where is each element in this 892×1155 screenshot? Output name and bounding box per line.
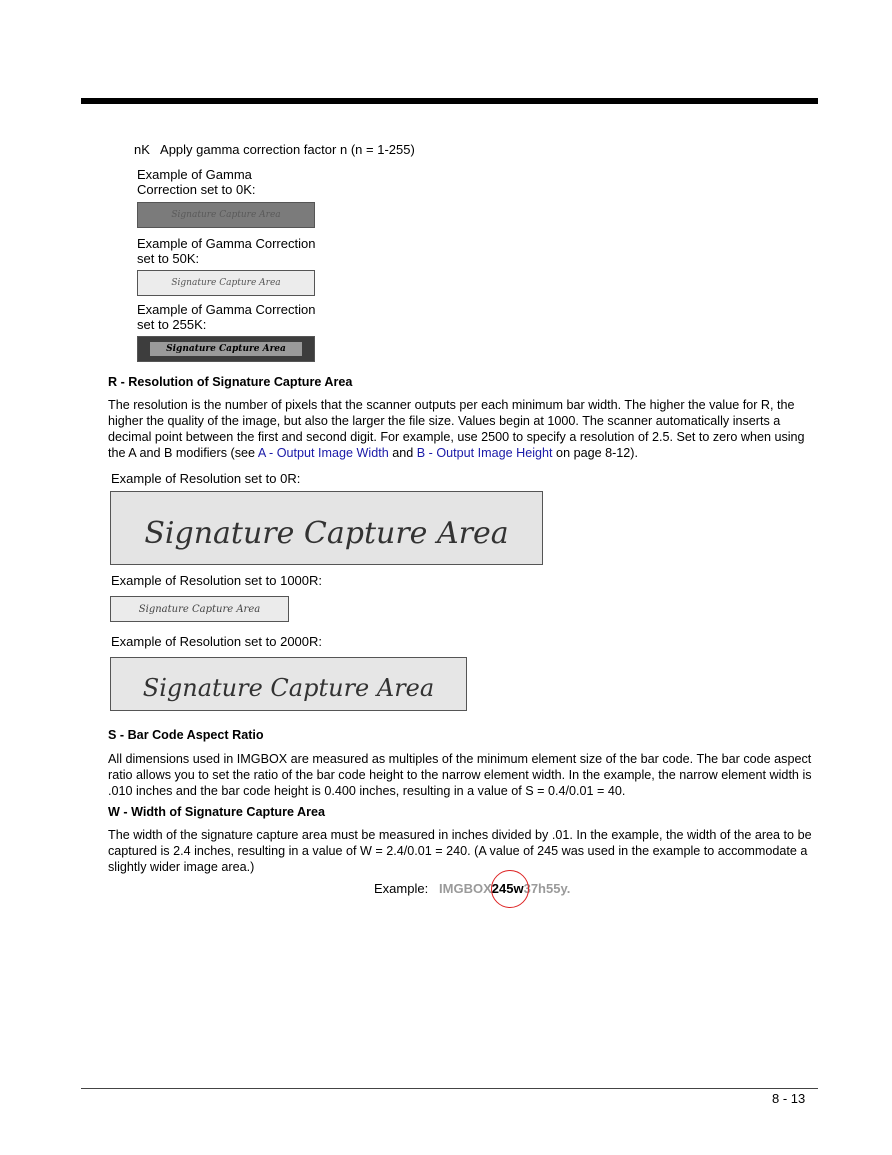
- gamma-50k-image: [137, 270, 315, 296]
- resolution-and-text: and: [388, 446, 417, 460]
- gamma-description: Apply gamma correction factor: [160, 142, 337, 157]
- gamma-range-n: n: [355, 142, 363, 157]
- gamma-50k-image-text: Signature Capture Area: [171, 278, 281, 288]
- gamma-255k-image: [137, 336, 315, 362]
- link-output-image-width[interactable]: A - Output Image Width: [257, 446, 389, 460]
- resolution-2000r-image-text: Signature Capture Area: [142, 674, 435, 702]
- aspect-heading: S - Bar Code Aspect Ratio: [108, 728, 264, 742]
- resolution-2000r-image: [110, 657, 467, 711]
- gamma-0k-caption-line1: Example of Gamma: [137, 167, 252, 182]
- width-heading: W - Width of Signature Capture Area: [108, 805, 326, 819]
- gamma-code: nK: [134, 142, 150, 157]
- gamma-50k-caption: [137, 236, 315, 266]
- resolution-text-part2: on page 8-12).: [552, 446, 638, 460]
- resolution-paragraph: [108, 397, 820, 461]
- resolution-0r-image: [110, 491, 543, 565]
- gamma-255k-caption-line2: set to 255K:: [137, 317, 207, 332]
- gamma-255k-caption-line1: Example of Gamma Correction: [137, 302, 316, 317]
- gamma-0k-caption-line2: Correction set to 0K:: [137, 182, 256, 197]
- resolution-1000r-image-text: Signature Capture Area: [138, 604, 261, 615]
- footer-rule: [81, 1088, 818, 1089]
- width-paragraph: The width of the signature capture area must be measured in inches divided by .01. In the example, the width of the area to be captured is 2.4 inches, resulting in a value of W = 2.4/0.01 = 240. (A value of 245 was used in the example to accommodate a slightly wider image area.): [108, 828, 812, 874]
- example-highlight: 245w: [491, 881, 524, 896]
- link-output-image-height[interactable]: B - Output Image Height: [416, 446, 553, 460]
- resolution-2000r-caption: Example of Resolution set to 2000R:: [111, 634, 323, 649]
- highlight-circle: [491, 870, 529, 908]
- gamma-command-line: [134, 142, 415, 157]
- gamma-0k-image: [137, 202, 315, 228]
- resolution-1000r-caption: Example of Resolution set to 1000R:: [111, 573, 323, 588]
- example-prefix: IMGBOX: [439, 881, 492, 896]
- gamma-50k-caption-line2: set to 50K:: [137, 251, 200, 266]
- page-number: 8 - 13: [772, 1091, 806, 1106]
- gamma-255k-image-text: Signature Capture Area: [150, 342, 302, 356]
- aspect-paragraph: All dimensions used in IMGBOX are measured as multiples of the minimum element size of the bar code. The bar code aspect ratio allows you to set the ratio of the bar code height to the narrow element width. In the example, the narrow element width is .010 inches and the bar code height is 0.400 inches, resulting in a value of S = 0.4/0.01 = 40.: [108, 752, 812, 798]
- gamma-range-open: (: [350, 142, 356, 157]
- gamma-255k-caption: [137, 302, 315, 332]
- gamma-n: n: [339, 142, 348, 157]
- header-rule: [81, 98, 818, 104]
- example-label: Example:: [374, 881, 429, 896]
- gamma-0k-caption: [137, 167, 256, 197]
- resolution-text-part1: The resolution is the number of pixels that the scanner outputs per each minimum bar width. The higher the value for R, the higher the quality of the image, but also the larger the file size. Values begin at 1000. The scanner automatically inserts a decimal point between the first and second digit. For example, use 2500 to specify a resolution of 2.5. Set to zero when using the A and B modifiers (see: [108, 398, 805, 460]
- gamma-0k-image-text: Signature Capture Area: [171, 210, 281, 220]
- resolution-0r-image-text: Signature Capture Area: [144, 516, 509, 551]
- resolution-1000r-image: [110, 596, 289, 622]
- resolution-0r-caption: Example of Resolution set to 0R:: [111, 471, 301, 486]
- example-suffix: 37h55y.: [523, 881, 571, 896]
- gamma-50k-caption-line1: Example of Gamma Correction: [137, 236, 316, 251]
- imgbox-example: [374, 881, 570, 896]
- resolution-heading: R - Resolution of Signature Capture Area: [108, 375, 353, 389]
- gamma-range: = 1-255): [366, 142, 415, 157]
